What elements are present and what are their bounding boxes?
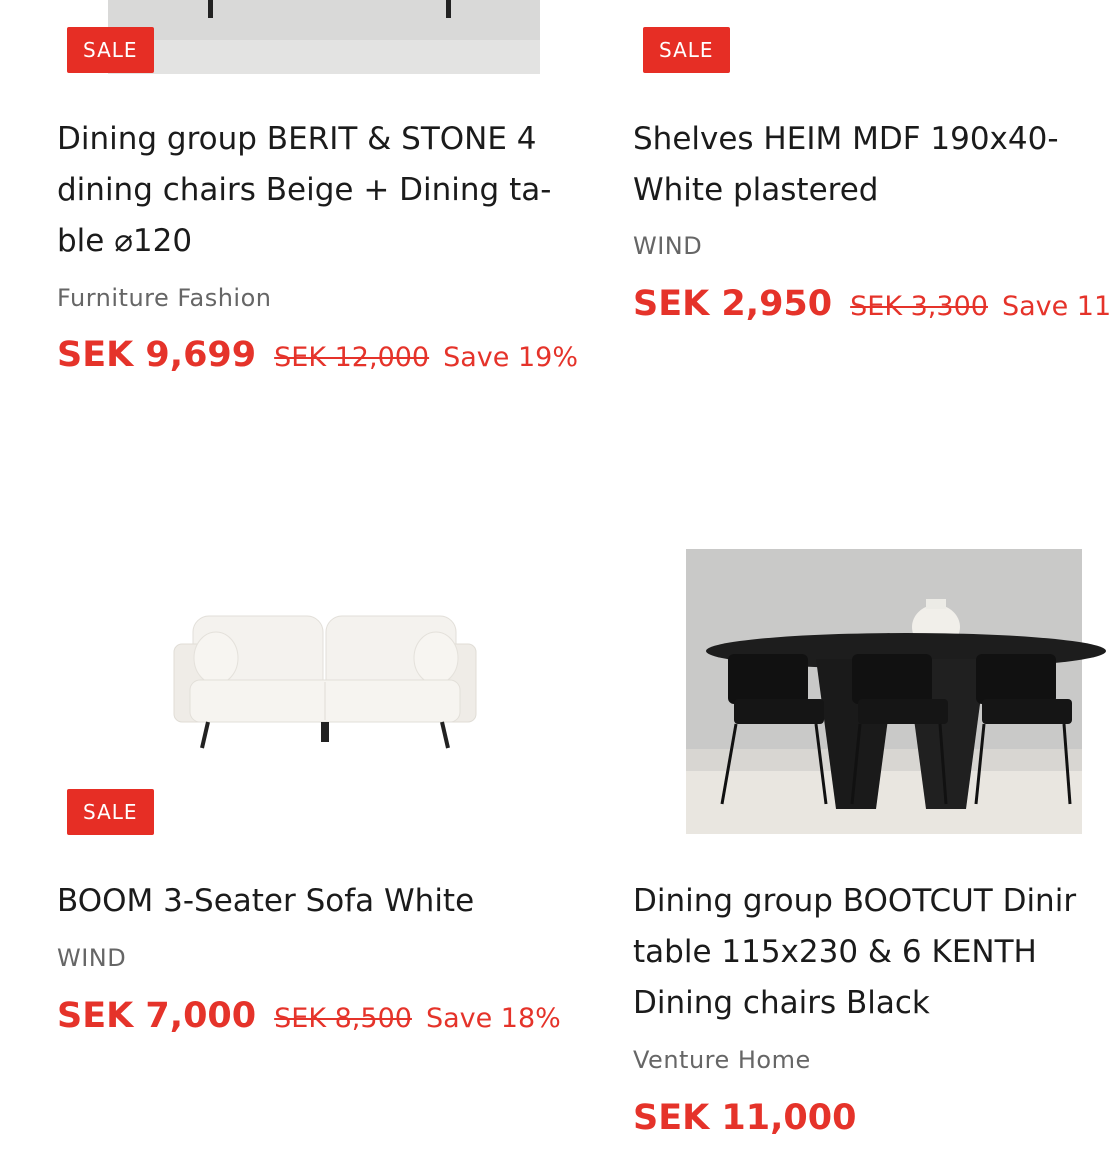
product-title[interactable] [57, 114, 577, 267]
sale-price: SEK 9,699 [57, 335, 257, 375]
save-percent: Save 11 [1001, 291, 1111, 322]
product-card-4[interactable] [576, 540, 1082, 1154]
product-vendor: WIND [57, 944, 127, 972]
product-title[interactable] [633, 876, 1093, 1029]
product-image-dining-group-bootcut[interactable] [686, 549, 1082, 834]
product-title-line: Dining group BOOTCUT Dinir [633, 883, 1077, 919]
price-row [633, 284, 1111, 324]
product-card-2[interactable] [576, 0, 1111, 420]
price-row [57, 335, 578, 375]
product-card-3[interactable] [0, 540, 580, 1060]
compare-price: SEK 12,000 [274, 342, 430, 373]
product-vendor: Furniture Fashion [57, 284, 272, 312]
sale-badge: SALE [67, 27, 154, 73]
price-row [633, 1098, 856, 1138]
product-title-line: ble ⌀120 [57, 223, 193, 259]
sale-price: SEK 2,950 [633, 284, 833, 324]
product-title[interactable] [633, 114, 1093, 216]
compare-price: SEK 3,300 [850, 291, 988, 322]
product-image-dining-group-berit[interactable] [108, 0, 540, 74]
compare-price: SEK 8,500 [274, 1003, 412, 1034]
product-title[interactable] [57, 876, 577, 927]
product-title-line: White plastered [633, 172, 879, 208]
product-vendor: WIND [633, 232, 703, 260]
sale-price: SEK 11,000 [633, 1098, 857, 1138]
product-title-line: Dining chairs Black [633, 985, 930, 1021]
save-percent: Save 19% [443, 342, 578, 373]
sale-price: SEK 7,000 [57, 996, 257, 1036]
price-row [57, 996, 561, 1036]
product-vendor: Venture Home [633, 1046, 811, 1074]
product-image-boom-sofa[interactable] [160, 600, 490, 820]
product-title-line: Dining group BERIT & STONE 4 [57, 121, 537, 157]
sale-badge: SALE [67, 789, 154, 835]
save-percent: Save 18% [425, 1003, 561, 1034]
product-title-line: dining chairs Beige + Dining ta- [57, 172, 552, 208]
sale-badge: SALE [643, 27, 730, 73]
product-title-line: BOOM 3-Seater Sofa White [57, 883, 475, 919]
product-title-line: Shelves HEIM MDF 190x40- [633, 121, 1059, 157]
product-title-line: table 115x230 & 6 KENTH [633, 934, 1037, 970]
product-card-1[interactable] [0, 0, 580, 420]
